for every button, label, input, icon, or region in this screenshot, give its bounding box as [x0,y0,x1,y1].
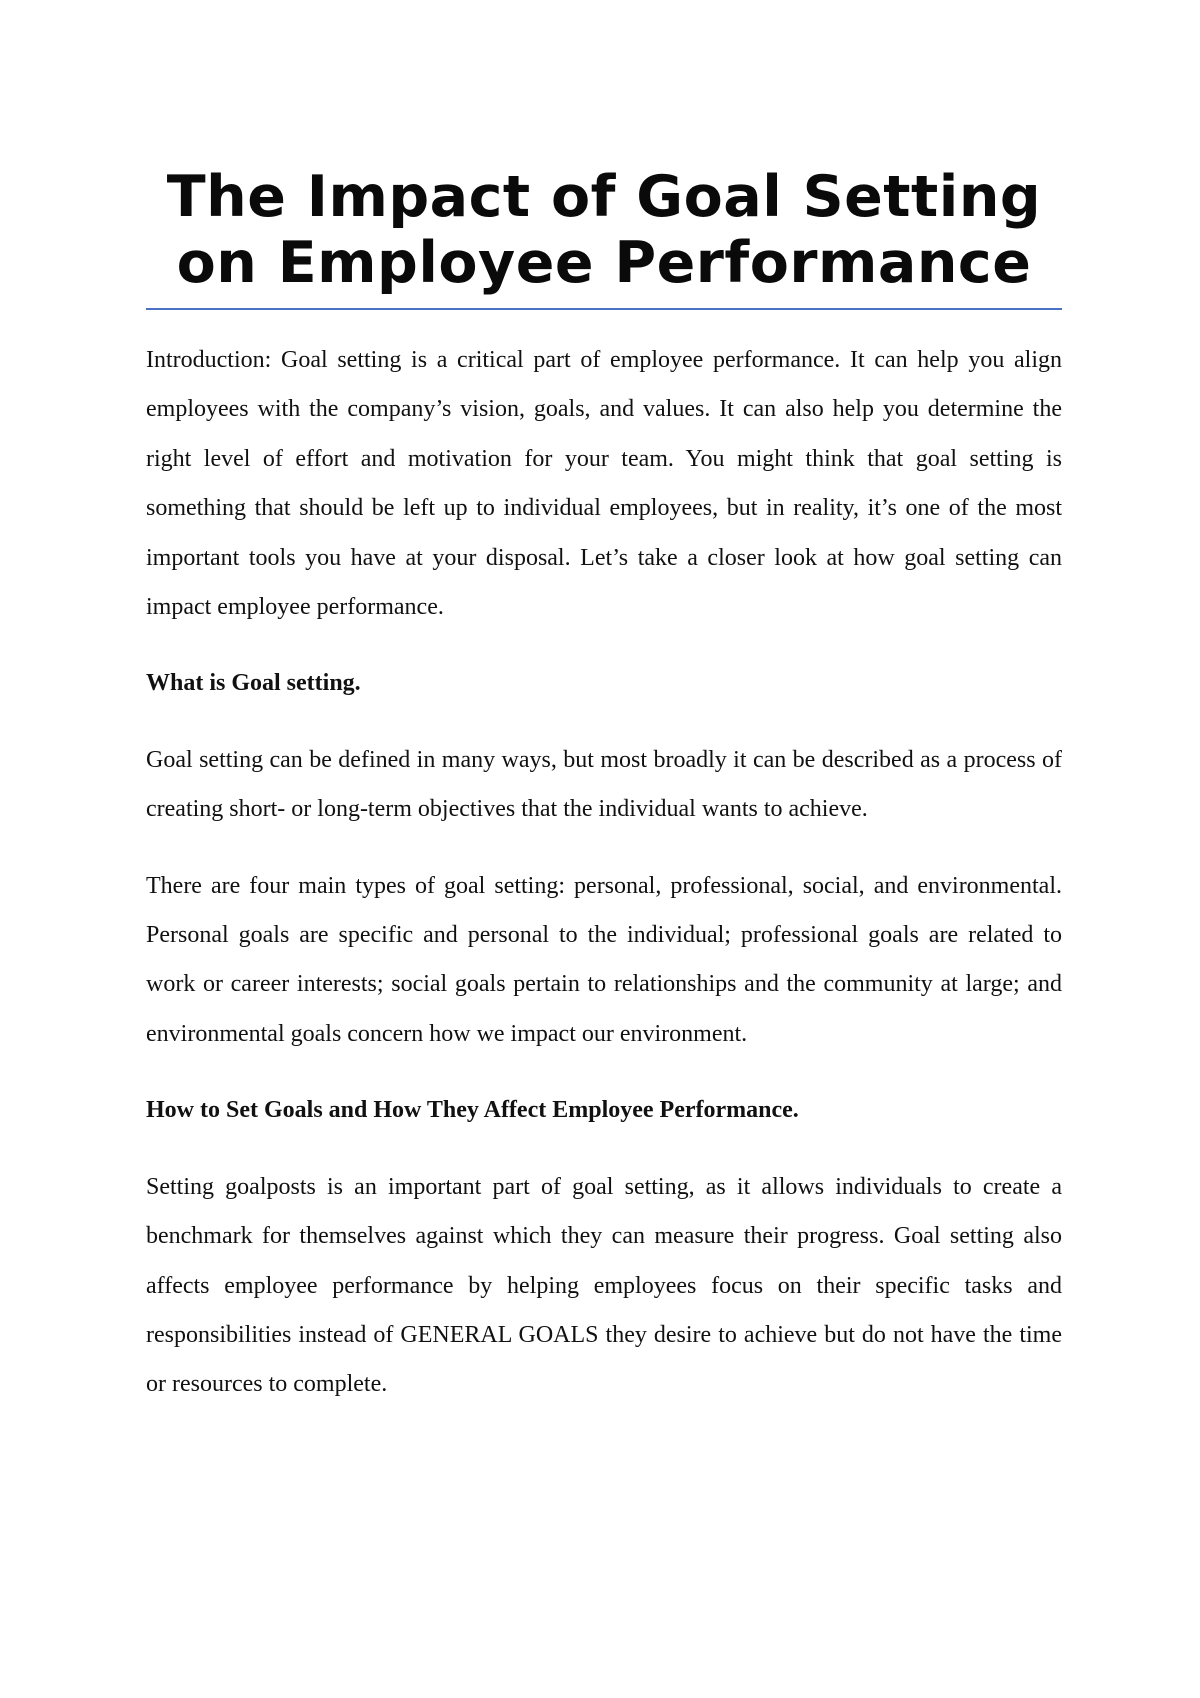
body-paragraph: There are four main types of goal setting: personal, professional, social, and environmental. Personal goals are specific and personal to the individual; professional goals are related to work or career interests; social goals pertain to relationships and the community at large; and environmental goals concern how we impact our environment. [146,872,1062,1047]
intro-paragraph: Introduction: Goal setting is a critical part of employee performance. It can help you align employees with the company’s vision, goals, and values. It can also help you determine the right level of effort and motivation for your team. You might think that goal setting is something that should be left up to individual employees, but in reality, it’s one of the most important tools you have at your disposal. Let’s take a closer look at how goal setting can impact employee performance. [146,347,1062,621]
document-page [146,164,1062,1410]
title-underline [146,308,1062,310]
section-heading-what-is-goal-setting: What is Goal setting. [146,670,361,697]
section-heading-how-to-set-goals: How to Set Goals and How They Affect Employee Performance. [146,1097,799,1124]
body-paragraph: Setting goalposts is an important part of goal setting, as it allows individuals to create a benchmark for themselves against which they can measure their progress. Goal setting also affects employee performance by helping employees focus on their specific tasks and responsibilities instead of GENERAL GOALS they desire to achieve but do not have the time or resources to complete. [146,1173,1062,1398]
body-paragraph: Goal setting can be defined in many ways, but most broadly it can be described as a process of creating short- or long-term objectives that the individual wants to achieve. [146,746,1062,823]
document-title: The Impact of Goal Setting on Employee Performance [166,164,1042,296]
